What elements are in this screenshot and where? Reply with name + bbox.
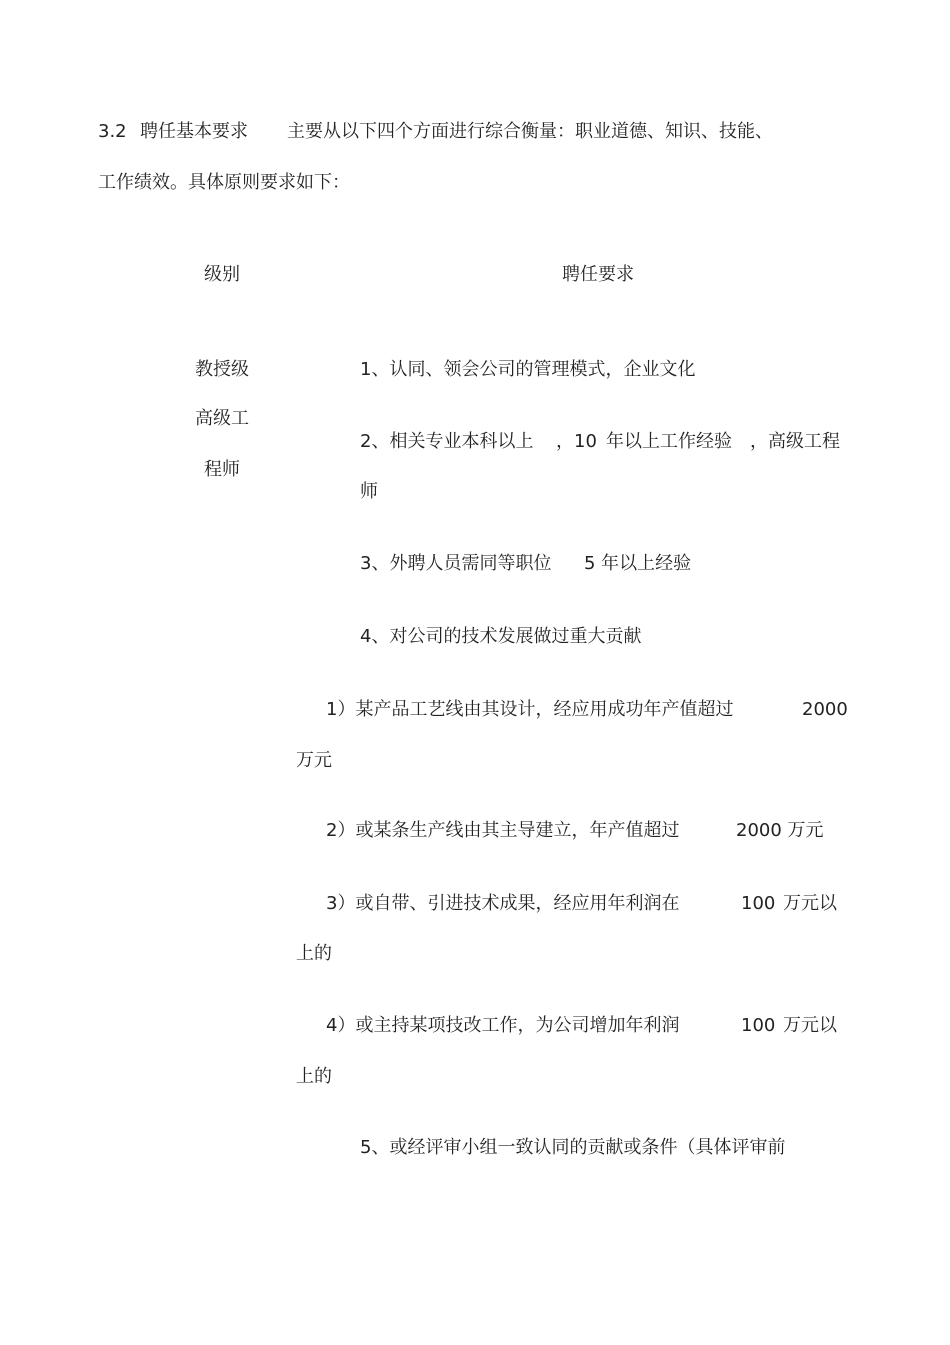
sub-item-4-part-a: 4）或主持某项技改工作，为公司增加年利润 [326, 1015, 680, 1036]
intro-line-1: 主要从以下四个方面进行综合衡量：职业道德、知识、技能、 [287, 121, 773, 142]
header-requirements: 聘任要求 [562, 264, 634, 285]
sub-item-1-part-c: 万元 [296, 750, 332, 771]
level-name-line-2: 高级工 [195, 408, 249, 429]
section-number: 3.2 [98, 121, 127, 142]
sub-item-2-part-b: 2000 万元 [736, 820, 824, 841]
level-name-line-3: 程师 [204, 459, 240, 480]
sub-item-4-part-c: 万元以 [783, 1015, 837, 1036]
sub-item-3-part-d: 上的 [296, 943, 332, 964]
level-name-line-1: 教授级 [195, 359, 249, 380]
requirement-3-part-a: 3、外聘人员需同等职位 [360, 553, 552, 574]
sub-item-2-part-a: 2）或某条生产线由其主导建立，年产值超过 [326, 820, 680, 841]
sub-item-1-part-a: 1）某产品工艺线由其设计，经应用成功年产值超过 [326, 699, 734, 720]
intro-line-2: 工作绩效。具体原则要求如下： [98, 172, 350, 193]
sub-item-4-part-d: 上的 [296, 1066, 332, 1087]
header-level: 级别 [204, 264, 240, 285]
requirement-2-part-d: ，高级工程 [750, 431, 840, 452]
sub-item-4-part-b: 100 [741, 1015, 776, 1036]
requirement-3-part-b: 5 年以上经验 [584, 553, 692, 574]
requirement-2-part-e: 师 [360, 481, 378, 502]
requirement-1: 1、认同、领会公司的管理模式，企业文化 [360, 359, 696, 380]
requirement-4: 4、对公司的技术发展做过重大贡献 [360, 626, 642, 647]
sub-item-3-part-c: 万元以 [783, 893, 837, 914]
sub-item-3-part-a: 3）或自带、引进技术成果，经应用年利润在 [326, 893, 680, 914]
sub-item-1-part-b: 2000 [802, 699, 848, 720]
requirement-5: 5、或经评审小组一致认同的贡献或条件（具体评审前 [360, 1137, 786, 1158]
section-title: 聘任基本要求 [140, 121, 248, 142]
sub-item-3-part-b: 100 [741, 893, 776, 914]
requirement-2-part-c: 年以上工作经验 [606, 431, 732, 452]
requirement-2-part-a: 2、相关专业本科以上 [360, 431, 534, 452]
requirement-2-part-b: ，10 [556, 431, 597, 452]
